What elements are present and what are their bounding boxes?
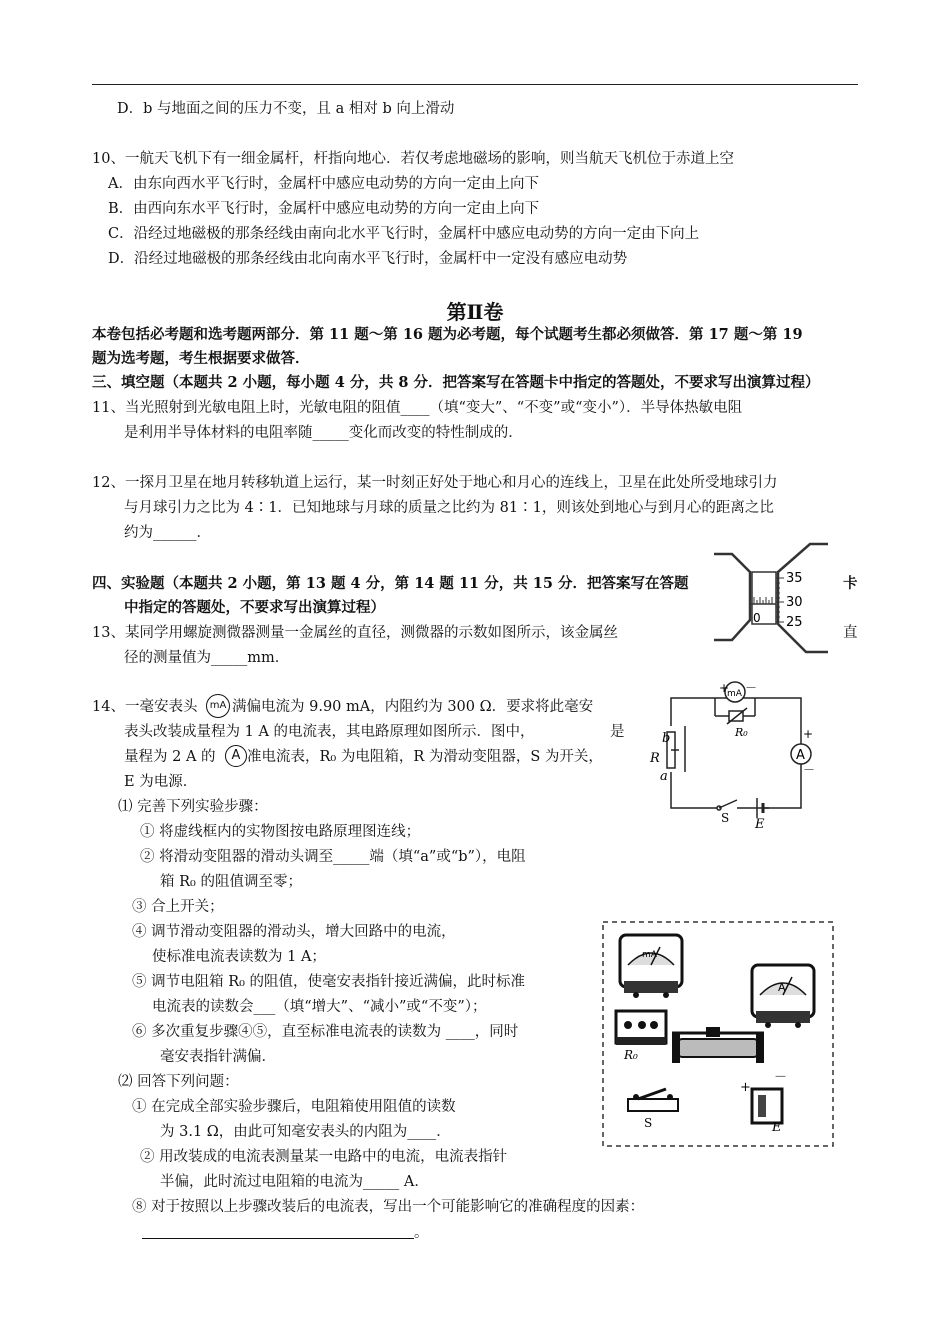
q14-step4-b: 使标准电流表读数为 1 A； xyxy=(152,949,326,965)
q14-line2: 表头改装成量程为 1 A 的电流表，其电路原理如图所示．图中， xyxy=(124,724,535,740)
ma-meter-symbol: mA xyxy=(206,694,230,718)
q14-step5-a: ⑤ 调节电阻箱 R₀ 的阻值，使毫安表指针接近满偏，此时标准 xyxy=(132,974,526,990)
circuit-a-end-label: a xyxy=(660,769,668,784)
circuit-a-label: A xyxy=(796,748,805,763)
q14-answer1-a: ① 在完成全部实验步骤后，电阻箱使用阻值的读数 xyxy=(132,1099,456,1115)
answer3-end: 。 xyxy=(414,1225,429,1241)
intro-line2: 题为选考题，考生根据要求做答． xyxy=(92,350,310,367)
circuit-r-label: R xyxy=(650,751,660,766)
q14-line4: E 为电源． xyxy=(124,774,198,790)
q14-step2-a: ② 将滑动变阻器的滑动头调至_____端（填“a”或“b”），电阻 xyxy=(140,849,526,865)
q14-step1: ① 将虚线框内的实物图按电路原理图连线； xyxy=(140,824,421,840)
part4-header-line1: 四、实验题（本题共 2 小题，第 13 题 4 分，第 14 题 11 分，共 15 分．把答案写在答题 xyxy=(92,575,689,592)
q14-line3-start: 量程为 2 A 的 xyxy=(124,749,216,765)
circuit-r0-label: R₀ xyxy=(735,726,748,739)
circuit-diagram xyxy=(645,676,825,828)
q14-step5-b: 电流表的读数会___（填“增大”、“减小”或“不变”）； xyxy=(152,999,487,1015)
section2-title: 第Ⅱ卷 xyxy=(446,300,504,324)
device-ma-label: mA xyxy=(642,950,657,960)
q10-option-b: B．由西向东水平飞行时，金属杆中感应电动势的方向一定由上向下 xyxy=(108,201,540,217)
device-layout-box xyxy=(602,921,834,1147)
circuit-ma-minus: － xyxy=(745,681,758,695)
q11-line2: 是利用半导体材料的电阻率随_____变化而改变的特性制成的． xyxy=(124,425,523,441)
q14-answer1-b: 为 3.1 Ω，由此可知毫安表头的内阻为____． xyxy=(160,1124,451,1140)
q10-stem: 10、一航天飞机下有一细金属杆，杆指向地心．若仅考虑地磁场的影响，则当航天飞机位于赤道上空 xyxy=(92,151,734,167)
device-minus-label: － xyxy=(774,1070,788,1085)
q13-line1-end: 直 xyxy=(843,625,858,641)
q11-line1: 11、当光照射到光敏电阻上时，光敏电阻的阻值____（填“变大”、“不变”或“变小”）．半导体热敏电阻 xyxy=(92,400,743,416)
q14-line3-end: 准电流表，R₀ 为电阻箱，R 为滑动变阻器，S 为开关， xyxy=(247,749,603,765)
q14-answer2-b: 半偏，此时流过电阻箱的电流为_____ A． xyxy=(160,1174,429,1190)
q14-part1-title: ⑴ 完善下列实验步骤： xyxy=(118,799,268,815)
milliammeter-device xyxy=(620,935,682,998)
q12-line1: 12、一探月卫星在地月转移轨道上运行，某一时刻正好处于地心和月心的连线上，卫星在此处所受地球引力 xyxy=(92,475,778,491)
part4-header-end: 卡 xyxy=(843,575,858,592)
circuit-ma-plus: + xyxy=(719,681,730,695)
q12-line3: 约为______． xyxy=(124,525,211,541)
circuit-ma-label: mA xyxy=(727,689,742,699)
part4-header-line2: 中指定的答题处，不要求写出演算过程） xyxy=(124,599,385,616)
top-option-d: D．b 与地面之间的压力不变，且 a 相对 b 向上滑动 xyxy=(117,101,455,117)
micrometer-zero: 0 xyxy=(753,611,761,625)
ammeter-device xyxy=(752,965,814,1028)
circuit-source-label: E xyxy=(755,817,765,828)
q14-answer2-a: ② 用改装成的电流表测量某一电路中的电流，电流表指针 xyxy=(140,1149,508,1165)
header-rule xyxy=(92,84,858,85)
q14-answer3: ⑧ 对于按照以上步骤改装后的电流表，写出一个可能影响它的准确程度的因素： xyxy=(132,1199,645,1215)
q10-option-a: A．由东向西水平飞行时，金属杆中感应电动势的方向一定由上向下 xyxy=(108,176,539,192)
q13-line2: 径的测量值为_____mm． xyxy=(124,650,290,666)
device-plus-label: + xyxy=(740,1080,751,1095)
device-s-label: S xyxy=(644,1116,653,1130)
battery-device xyxy=(740,1070,787,1135)
q12-line2: 与月球引力之比为 4∶1．已知地球与月球的质量之比约为 81∶1，则该处到地心与到月心的距离之比 xyxy=(124,500,774,516)
q13-line1: 13、某同学用螺旋测微器测量一金属丝的直径，测微器的示数如图所示，该金属丝 xyxy=(92,625,618,641)
circuit-a-minus: － xyxy=(803,763,816,777)
switch-device xyxy=(628,1089,678,1130)
q14-step6-a: ⑥ 多次重复步骤④⑤，直至标准电流表的读数为 ____，同时 xyxy=(132,1024,519,1040)
q14-line1-end: 满偏电流为 9.90 mA，内阻约为 300 Ω．要求将此毫安 xyxy=(232,699,594,715)
micrometer-tick-35: 35 xyxy=(786,571,803,586)
device-e-label: E xyxy=(772,1120,782,1135)
micrometer-figure xyxy=(712,542,830,654)
circuit-a-plus: + xyxy=(803,727,814,741)
micrometer-tick-30: 30 xyxy=(786,595,803,610)
answer3-blank xyxy=(142,1238,414,1239)
part3-header: 三、填空题（本题共 2 小题，每小题 4 分，共 8 分．把答案写在答题卡中指定的答题处，不要求写出演算过程） xyxy=(92,374,820,391)
q14-step6-b: 毫安表指针满偏． xyxy=(160,1049,276,1065)
circuit-b-label: b xyxy=(662,731,671,746)
device-a-label: A xyxy=(778,981,786,994)
q14-step2-b: 箱 R₀ 的阻值调至零； xyxy=(160,874,302,890)
q10-option-c: C．沿经过地磁极的那条经线由南向北水平飞行时，金属杆中感应电动势的方向一定由下向上 xyxy=(108,226,700,242)
q14-line2-end: 是 xyxy=(610,724,625,740)
device-r0-label: R₀ xyxy=(624,1048,638,1062)
q14-step4-a: ④ 调节滑动变阻器的滑动头，增大回路中的电流， xyxy=(132,924,456,940)
q10-option-d: D．沿经过地磁极的那条经线由北向南水平飞行时，金属杆中一定没有感应电动势 xyxy=(108,251,628,267)
a-meter-symbol: A xyxy=(225,745,247,767)
q14-line1-start: 14、一毫安表头 xyxy=(92,699,198,715)
circuit-switch-label: S xyxy=(721,811,730,825)
q14-part2-title: ⑵ 回答下列问题： xyxy=(118,1074,239,1090)
rheostat-device xyxy=(672,1027,764,1063)
intro-line1: 本卷包括必考题和选考题两部分．第 11 题～第 16 题为必考题，每个试题考生都必须做答．第 17 题～第 19 xyxy=(92,326,803,343)
q14-step3: ③ 合上开关； xyxy=(132,899,224,915)
resistance-box-device xyxy=(616,1011,666,1062)
micrometer-tick-25: 25 xyxy=(786,615,803,630)
